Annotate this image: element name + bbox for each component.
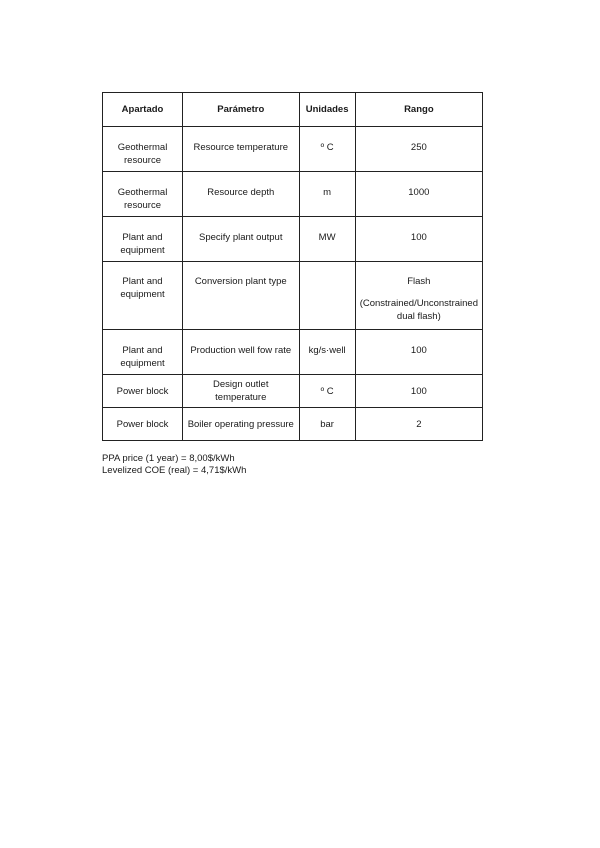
cell-unidades-text xyxy=(304,262,351,275)
cell-unidades-text: MW xyxy=(318,232,336,243)
cell-unidades xyxy=(299,127,355,172)
cell-rango: 100 xyxy=(355,375,482,408)
table-row xyxy=(103,262,483,330)
cell-unidades xyxy=(299,172,355,217)
table-row xyxy=(103,330,483,375)
ppa-price-note: PPA price (1 year) = 8,00$/kWh xyxy=(102,453,235,464)
cost-notes xyxy=(102,453,246,477)
header-rango: Rango xyxy=(355,93,482,127)
header-parametro: Parámetro xyxy=(183,93,300,127)
cell-apartado-text: Geothermal resource xyxy=(117,187,168,211)
cell-rango xyxy=(355,262,482,330)
table-header-row xyxy=(103,93,483,127)
cell-apartado: Power block xyxy=(103,375,183,408)
cell-parametro xyxy=(183,330,300,375)
parameters-table xyxy=(102,92,483,441)
cell-apartado xyxy=(103,127,183,172)
cell-apartado xyxy=(103,330,183,375)
cell-parametro: Design outlet temperature xyxy=(183,375,300,408)
cell-rango xyxy=(355,217,482,262)
cell-rango-text: 1000 xyxy=(408,187,430,198)
cell-parametro xyxy=(183,262,300,330)
cell-apartado xyxy=(103,262,183,330)
levelized-coe-note: Levelized COE (real) = 4,71$/kWh xyxy=(102,465,247,476)
cell-parametro-text: Conversion plant type xyxy=(194,276,287,287)
table-row xyxy=(103,172,483,217)
cell-unidades xyxy=(299,330,355,375)
cell-unidades: º C xyxy=(299,375,355,408)
cell-rango: 2 xyxy=(355,408,482,441)
cell-unidades-text: º C xyxy=(320,142,334,153)
table-row xyxy=(103,408,483,441)
cell-parametro-text: Resource depth xyxy=(207,187,275,198)
cell-parametro-text: Specify plant output xyxy=(199,232,283,243)
cell-apartado-text: Plant and equipment xyxy=(120,345,165,369)
table-row xyxy=(103,217,483,262)
table-row xyxy=(103,375,483,408)
cell-rango xyxy=(355,127,482,172)
cell-apartado: Power block xyxy=(103,408,183,441)
header-apartado: Apartado xyxy=(103,93,183,127)
cell-rango-text: 100 xyxy=(410,232,427,243)
cell-apartado xyxy=(103,217,183,262)
cell-rango xyxy=(355,172,482,217)
table-row xyxy=(103,127,483,172)
cell-parametro xyxy=(183,217,300,262)
cell-unidades: bar xyxy=(299,408,355,441)
cell-rango xyxy=(355,330,482,375)
cell-rango-text: 100 xyxy=(410,345,427,356)
cell-parametro xyxy=(183,172,300,217)
cell-parametro-text: Production well fow rate xyxy=(190,345,292,356)
cell-apartado-text: Plant and equipment xyxy=(120,276,165,300)
cell-apartado-text: Geothermal resource xyxy=(117,142,168,166)
cell-unidades-text: m xyxy=(323,187,332,198)
cell-rango-text: 250 xyxy=(410,142,427,153)
cell-unidades xyxy=(299,262,355,330)
cell-apartado-text: Plant and equipment xyxy=(120,232,165,256)
cell-unidades-text: kg/s·well xyxy=(308,345,346,356)
cell-parametro-text: Resource temperature xyxy=(193,142,289,153)
cell-apartado xyxy=(103,172,183,217)
cell-unidades xyxy=(299,217,355,262)
cell-rango-note: (Constrained/Unconstrained dual flash) xyxy=(359,298,478,322)
cell-parametro: Boiler operating pressure xyxy=(183,408,300,441)
cell-rango-text: Flash xyxy=(407,276,431,287)
cell-parametro xyxy=(183,127,300,172)
header-unidades: Unidades xyxy=(299,93,355,127)
